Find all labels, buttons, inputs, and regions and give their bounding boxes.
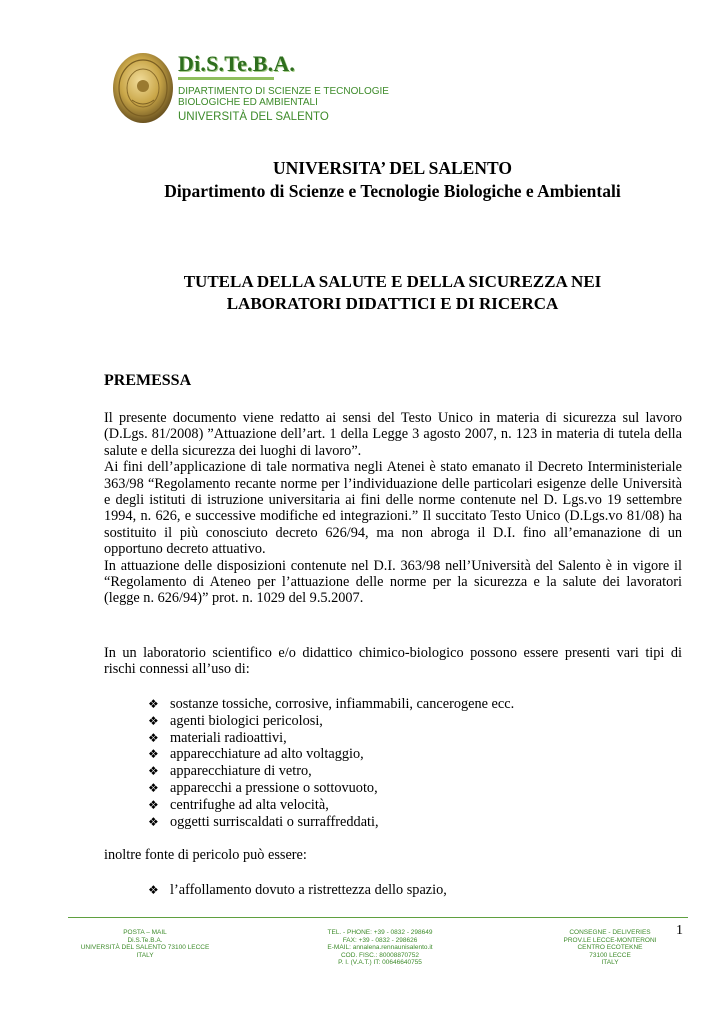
footer-divider — [68, 917, 688, 918]
diamond-bullet-icon: ❖ — [148, 697, 159, 711]
document-title-line-2: LABORATORI DIDATTICI E DI RICERCA — [226, 294, 559, 313]
diamond-bullet-icon: ❖ — [148, 713, 159, 728]
document-title-line-1: TUTELA DELLA SALUTE E DELLA SICUREZZA NEI — [183, 272, 602, 291]
header-dept-line-2: BIOLOGICHE ED AMBIENTALI — [178, 97, 318, 108]
other-sources-intro: inoltre fonte di pericolo può essere: — [104, 847, 307, 863]
diamond-bullet-icon: ❖ — [148, 730, 159, 745]
other-sources-list — [148, 882, 447, 899]
title-department: Dipartimento di Scienze e Tecnologie Biologiche e Ambientali — [164, 181, 621, 201]
footer-mail-address: POSTA – MAIL Di.S.Te.B.A. UNIVERSITÀ DEL SALENTO 73100 LECCE ITALY — [80, 929, 210, 959]
list-item: ❖ sostanze tossiche, corrosive, infiammabili, cancerogene ecc. — [148, 696, 515, 712]
title-university: UNIVERSITA’ DEL SALENTO — [273, 158, 512, 178]
diamond-bullet-icon: ❖ — [148, 814, 159, 829]
risks-intro — [104, 645, 682, 678]
paragraph-regolamento-ateneo: In attuazione delle disposizioni contenute nel D.I. 363/98 nell’Università del Salento è in vigore il “Regolamento di Ateneo per l’attuazione delle norme per la sicurezza e la salute dei lavoratori (legge n. 626/94)” prot. n. 1029 del 9.5.2007. — [104, 557, 682, 607]
paragraph-risks-intro: In un laboratorio scientifico e/o didattico chimico-biologico possono essere presenti vari tipi di rischi connessi all’uso di: — [104, 645, 682, 678]
list-item: ❖ materiali radioattivi, — [148, 729, 287, 746]
university-seal-icon — [110, 50, 176, 126]
diamond-bullet-icon: ❖ — [148, 797, 159, 812]
logo-wordmark: Di.S.Te.B.A. — [178, 51, 296, 76]
footer-contacts: TEL. - PHONE: +39 - 0832 - 298649 FAX: +39 - 0832 - 298626 E-MAIL: annalena.rennaunisalento.it COD. FISC.: 80008870752 P. I. (V.A.T.) IT: 00646640755 — [327, 929, 433, 967]
list-item: ❖ centrifughe ad alta velocità, — [148, 796, 329, 813]
diamond-bullet-icon: ❖ — [148, 780, 159, 795]
paragraph-testo-unico: Il presente documento viene redatto ai sensi del Testo Unico in materia di sicurezza sul lavoro (D.Lgs. 81/2008) ”Attuazione dell’art. 1 della Legge 3 agosto 2007, n. 123 in materia di tutela della salute e della sicurezza dei luoghi di lavoro”. — [104, 410, 682, 459]
list-item: ❖ agenti biologici pericolosi, — [148, 712, 323, 729]
header-dept-line-1: DIPARTIMENTO DI SCIENZE E TECNOLOGIE — [178, 86, 389, 97]
diamond-bullet-icon: ❖ — [148, 883, 159, 897]
diamond-bullet-icon: ❖ — [148, 764, 159, 779]
footer-deliveries: CONSEGNE - DELIVERIES PROV.LE LECCE-MONTERONI CENTRO ECOTEKNE 73100 LECCE ITALY — [563, 929, 657, 967]
risks-list — [148, 696, 514, 830]
header-university: UNIVERSITÀ DEL SALENTO — [178, 111, 329, 123]
list-item: ❖ apparecchiature di vetro, — [148, 763, 312, 780]
list-item: ❖ apparecchiature ad alto voltaggio, — [148, 746, 364, 763]
page-number: 1 — [676, 923, 683, 938]
diamond-bullet-icon: ❖ — [148, 747, 159, 762]
logo-underline — [178, 77, 274, 80]
list-item: ❖ l’affollamento dovuto a ristrettezza dello spazio, — [148, 882, 447, 898]
section-heading-premessa: PREMESSA — [104, 372, 192, 389]
premessa-body — [104, 410, 682, 607]
paragraph-decreto-363: Ai fini dell’applicazione di tale normativa negli Atenei è stato emanato il Decreto Interministeriale 363/98 “Regolamento recante norme per l’individuazione delle particolari esigenze delle Università e degli istituti di istruzione universitaria ai fini delle norme contenute nel D. Lgs.vo 19 settembre 1994, n. 626, e successive modifiche ed integrazioni.” Il succitato Testo Unico (D.Lgs.vo 81/08) ha sostituito il più conosciuto decreto 626/94, ma non abroga il D.I. fino all’emanazione di un opportuno decreto attuativo. — [104, 459, 682, 558]
list-item: ❖ oggetti surriscaldati o surraffreddati, — [148, 813, 379, 830]
list-item: ❖ apparecchi a pressione o sottovuoto, — [148, 779, 378, 796]
